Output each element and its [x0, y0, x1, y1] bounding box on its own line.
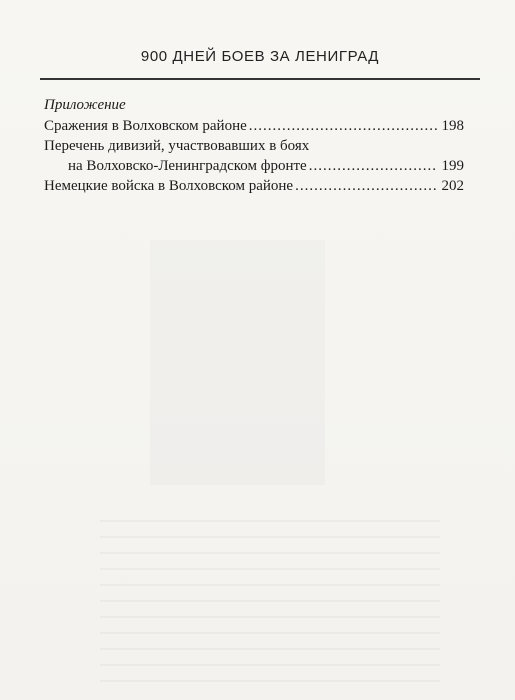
toc-leader-dots [309, 156, 438, 176]
running-header: 900 ДНЕЙ БОЕВ ЗА ЛЕНИГРАД [140, 48, 380, 65]
bleed-photo-shape [150, 240, 325, 485]
toc-leader-dots [295, 176, 437, 196]
toc-entry-title-line2: на Волховско-Ленинградском фронте [68, 158, 307, 174]
toc-page-number: 199 [441, 158, 464, 174]
toc-page-number: 198 [441, 118, 464, 134]
toc-entry-title: Немецкие войска в Волховском районе [44, 178, 294, 194]
toc-entry[interactable] [44, 136, 464, 176]
toc-entry-title: Сражения в Волховском районе [44, 118, 247, 134]
table-of-contents [44, 95, 464, 196]
toc-leader-dots [249, 116, 438, 136]
toc-section-label: Приложение [44, 97, 126, 113]
toc-entry-title-line1: Перечень дивизий, участвовавших в боях [44, 138, 310, 154]
toc-page-number: 202 [441, 178, 464, 194]
toc-entry[interactable] [44, 176, 464, 196]
toc-entry[interactable] [44, 116, 464, 136]
header-rule [40, 78, 480, 80]
bleed-text-lines [100, 520, 440, 690]
